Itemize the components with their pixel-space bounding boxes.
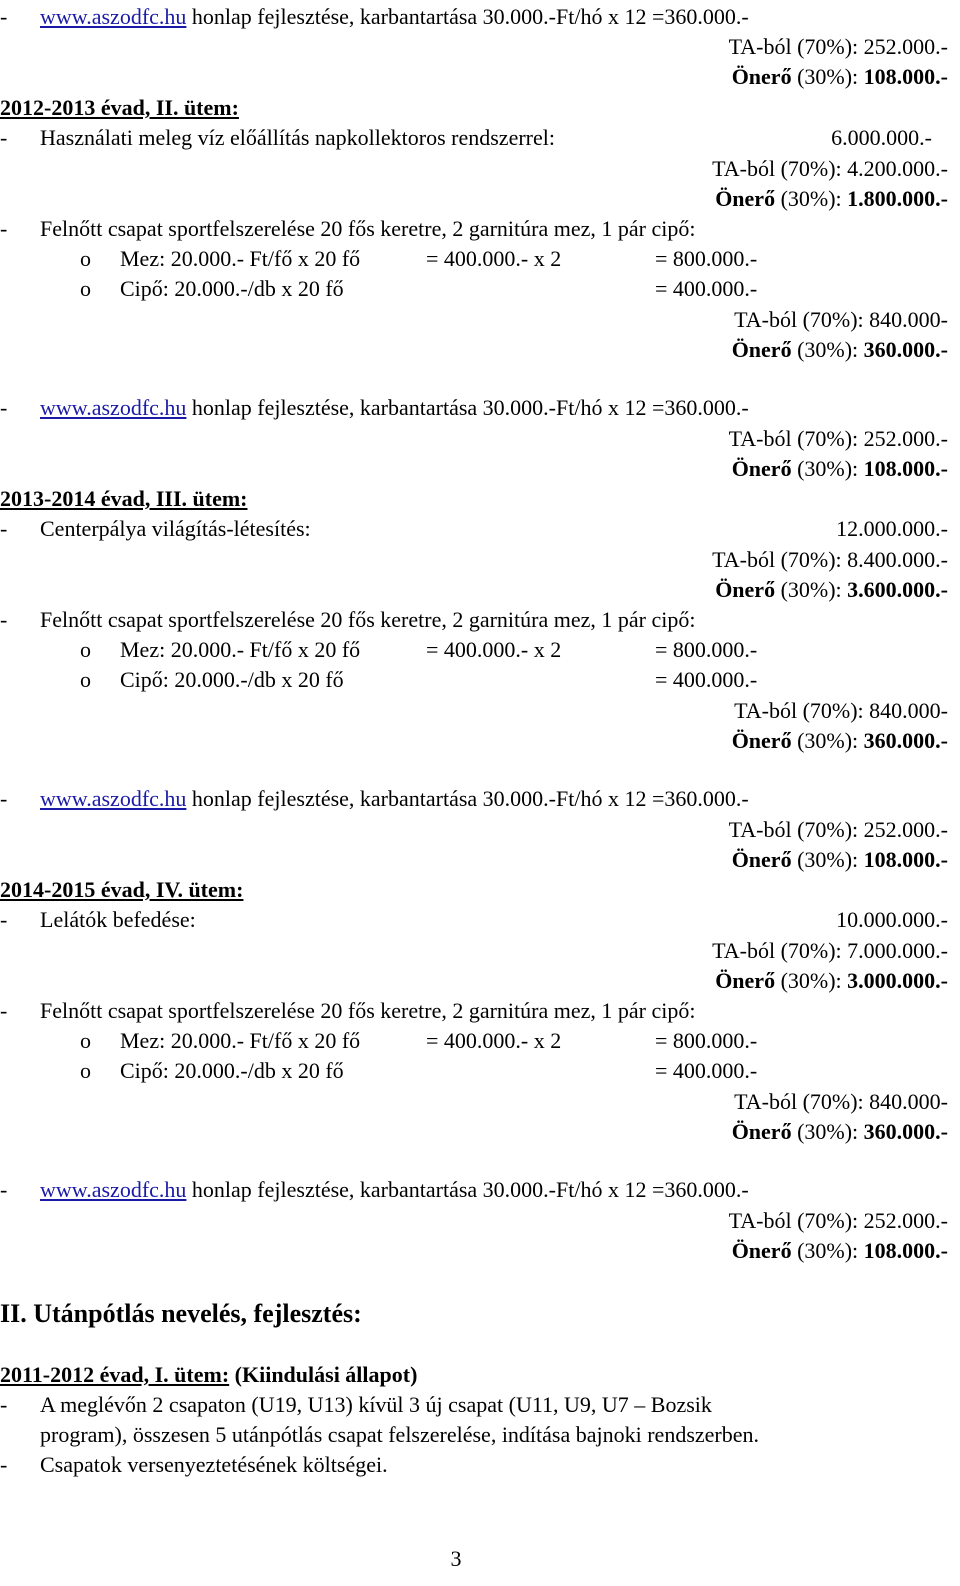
sport-line: Felnőtt csapat sportfelszerelése 20 fős keretre, 2 garnitúra mez, 1 pár cipő: bbox=[40, 216, 696, 241]
oner-row: Önerő (30%): 108.000.- bbox=[731, 456, 948, 481]
dash: - bbox=[0, 607, 8, 632]
season-heading: 2011-2012 évad, I. ütem: (Kiindulási állapot) bbox=[0, 1362, 418, 1387]
ta-row: TA-ból (70%): 7.000.000.- bbox=[712, 938, 948, 963]
ta-row: TA-ból (70%): 252.000.- bbox=[728, 817, 948, 842]
oner-row: Önerő (30%): 1.800.000.- bbox=[715, 186, 948, 211]
web-item: www.aszodfc.hu honlap fejlesztése, karbantartása 30.000.-Ft/hó x 12 =360.000.- bbox=[40, 1177, 749, 1202]
ta-row: TA-ból (70%): 252.000.- bbox=[728, 34, 948, 59]
ta-row: TA-ból (70%): 252.000.- bbox=[728, 426, 948, 451]
bullet: o bbox=[80, 1028, 91, 1053]
dash: - bbox=[0, 395, 8, 420]
mez-label: Mez: 20.000.- Ft/fő x 20 fő bbox=[120, 1028, 361, 1053]
web-item: www.aszodfc.hu honlap fejlesztése, karbantartása 30.000.-Ft/hó x 12 =360.000.- bbox=[40, 395, 749, 420]
page-number: 3 bbox=[450, 1546, 462, 1571]
list-item-text: Csapatok versenyeztetésének költségei. bbox=[40, 1452, 388, 1477]
list-item-text: A meglévőn 2 csapaton (U19, U13) kívül 3 új csapat (U11, U9, U7 – Bozsik bbox=[40, 1392, 712, 1417]
dash: - bbox=[0, 516, 8, 541]
bullet: o bbox=[80, 276, 91, 301]
oner-row: Önerő (30%): 3.000.000.- bbox=[715, 968, 948, 993]
ta-row: TA-ból (70%): 840.000- bbox=[734, 698, 948, 723]
section-title: II. Utánpótlás nevelés, fejlesztés: bbox=[0, 1299, 362, 1328]
sport-line: Felnőtt csapat sportfelszerelése 20 fős keretre, 2 garnitúra mez, 1 pár cipő: bbox=[40, 607, 696, 632]
cipo-label: Cipő: 20.000.-/db x 20 fő bbox=[120, 1058, 344, 1083]
web-item: www.aszodfc.hu honlap fejlesztése, karbantartása 30.000.-Ft/hó x 12 =360.000.- bbox=[40, 786, 749, 811]
item-text: Használati meleg víz előállítás napkollektoros rendszerrel: bbox=[40, 125, 555, 150]
oner-row: Önerő (30%): 360.000.- bbox=[731, 337, 948, 362]
item-amount: 6.000.000.- bbox=[831, 125, 932, 150]
mez-total: = 800.000.- bbox=[655, 1028, 758, 1053]
season-heading: 2013-2014 évad, III. ütem: bbox=[0, 486, 248, 511]
oner-row: Önerő (30%): 108.000.- bbox=[731, 64, 948, 89]
item-text: Lelátók befedése: bbox=[40, 907, 196, 932]
bullet: o bbox=[80, 637, 91, 662]
dash: - bbox=[0, 1177, 8, 1202]
oner-row: Önerő (30%): 360.000.- bbox=[731, 1119, 948, 1144]
ta-row: TA-ból (70%): 252.000.- bbox=[728, 1208, 948, 1233]
dash: - bbox=[0, 998, 8, 1023]
cipo-label: Cipő: 20.000.-/db x 20 fő bbox=[120, 667, 344, 692]
aszodfc-link[interactable]: www.aszodfc.hu bbox=[40, 395, 187, 420]
mez-total: = 800.000.- bbox=[655, 246, 758, 271]
oner-row: Önerő (30%): 108.000.- bbox=[731, 847, 948, 872]
dash: - bbox=[0, 907, 8, 932]
aszodfc-link[interactable]: www.aszodfc.hu bbox=[40, 4, 187, 29]
item-amount: 10.000.000.- bbox=[836, 907, 948, 932]
item-amount: 12.000.000.- bbox=[836, 516, 948, 541]
cipo-total: = 400.000.- bbox=[655, 667, 758, 692]
dash: - bbox=[0, 216, 8, 241]
oner-row: Önerő (30%): 108.000.- bbox=[731, 1238, 948, 1263]
list-item-text-continued: program), összesen 5 utánpótlás csapat felszerelése, indítása bajnoki rendszerben. bbox=[40, 1422, 760, 1447]
bullet: o bbox=[80, 667, 91, 692]
sport-line: Felnőtt csapat sportfelszerelése 20 fős keretre, 2 garnitúra mez, 1 pár cipő: bbox=[40, 998, 696, 1023]
mez-calc: = 400.000.- x 2 bbox=[426, 246, 562, 271]
web-item: www.aszodfc.hu honlap fejlesztése, karbantartása 30.000.-Ft/hó x 12 =360.000.- bbox=[40, 4, 749, 29]
oner-row: Önerő (30%): 3.600.000.- bbox=[715, 577, 948, 602]
ta-row: TA-ból (70%): 840.000- bbox=[734, 307, 948, 332]
mez-label: Mez: 20.000.- Ft/fő x 20 fő bbox=[120, 637, 361, 662]
cipo-total: = 400.000.- bbox=[655, 1058, 758, 1083]
dash: - bbox=[0, 125, 8, 150]
ta-row: TA-ból (70%): 840.000- bbox=[734, 1089, 948, 1114]
aszodfc-link[interactable]: www.aszodfc.hu bbox=[40, 786, 187, 811]
ta-row: TA-ból (70%): 4.200.000.- bbox=[712, 156, 948, 181]
bullet: o bbox=[80, 246, 91, 271]
cipo-label: Cipő: 20.000.-/db x 20 fő bbox=[120, 276, 344, 301]
season-heading: 2014-2015 évad, IV. ütem: bbox=[0, 877, 244, 902]
aszodfc-link[interactable]: www.aszodfc.hu bbox=[40, 1177, 187, 1202]
oner-row: Önerő (30%): 360.000.- bbox=[731, 728, 948, 753]
mez-calc: = 400.000.- x 2 bbox=[426, 637, 562, 662]
item-text: Centerpálya világítás-létesítés: bbox=[40, 516, 311, 541]
cipo-total: = 400.000.- bbox=[655, 276, 758, 301]
bullet: o bbox=[80, 1058, 91, 1083]
season-heading: 2012-2013 évad, II. ütem: bbox=[0, 95, 239, 120]
dash: - bbox=[0, 4, 8, 29]
dash: - bbox=[0, 1452, 8, 1477]
ta-row: TA-ból (70%): 8.400.000.- bbox=[712, 547, 948, 572]
dash: - bbox=[0, 1392, 8, 1417]
mez-label: Mez: 20.000.- Ft/fő x 20 fő bbox=[120, 246, 361, 271]
mez-total: = 800.000.- bbox=[655, 637, 758, 662]
dash: - bbox=[0, 786, 8, 811]
mez-calc: = 400.000.- x 2 bbox=[426, 1028, 562, 1053]
